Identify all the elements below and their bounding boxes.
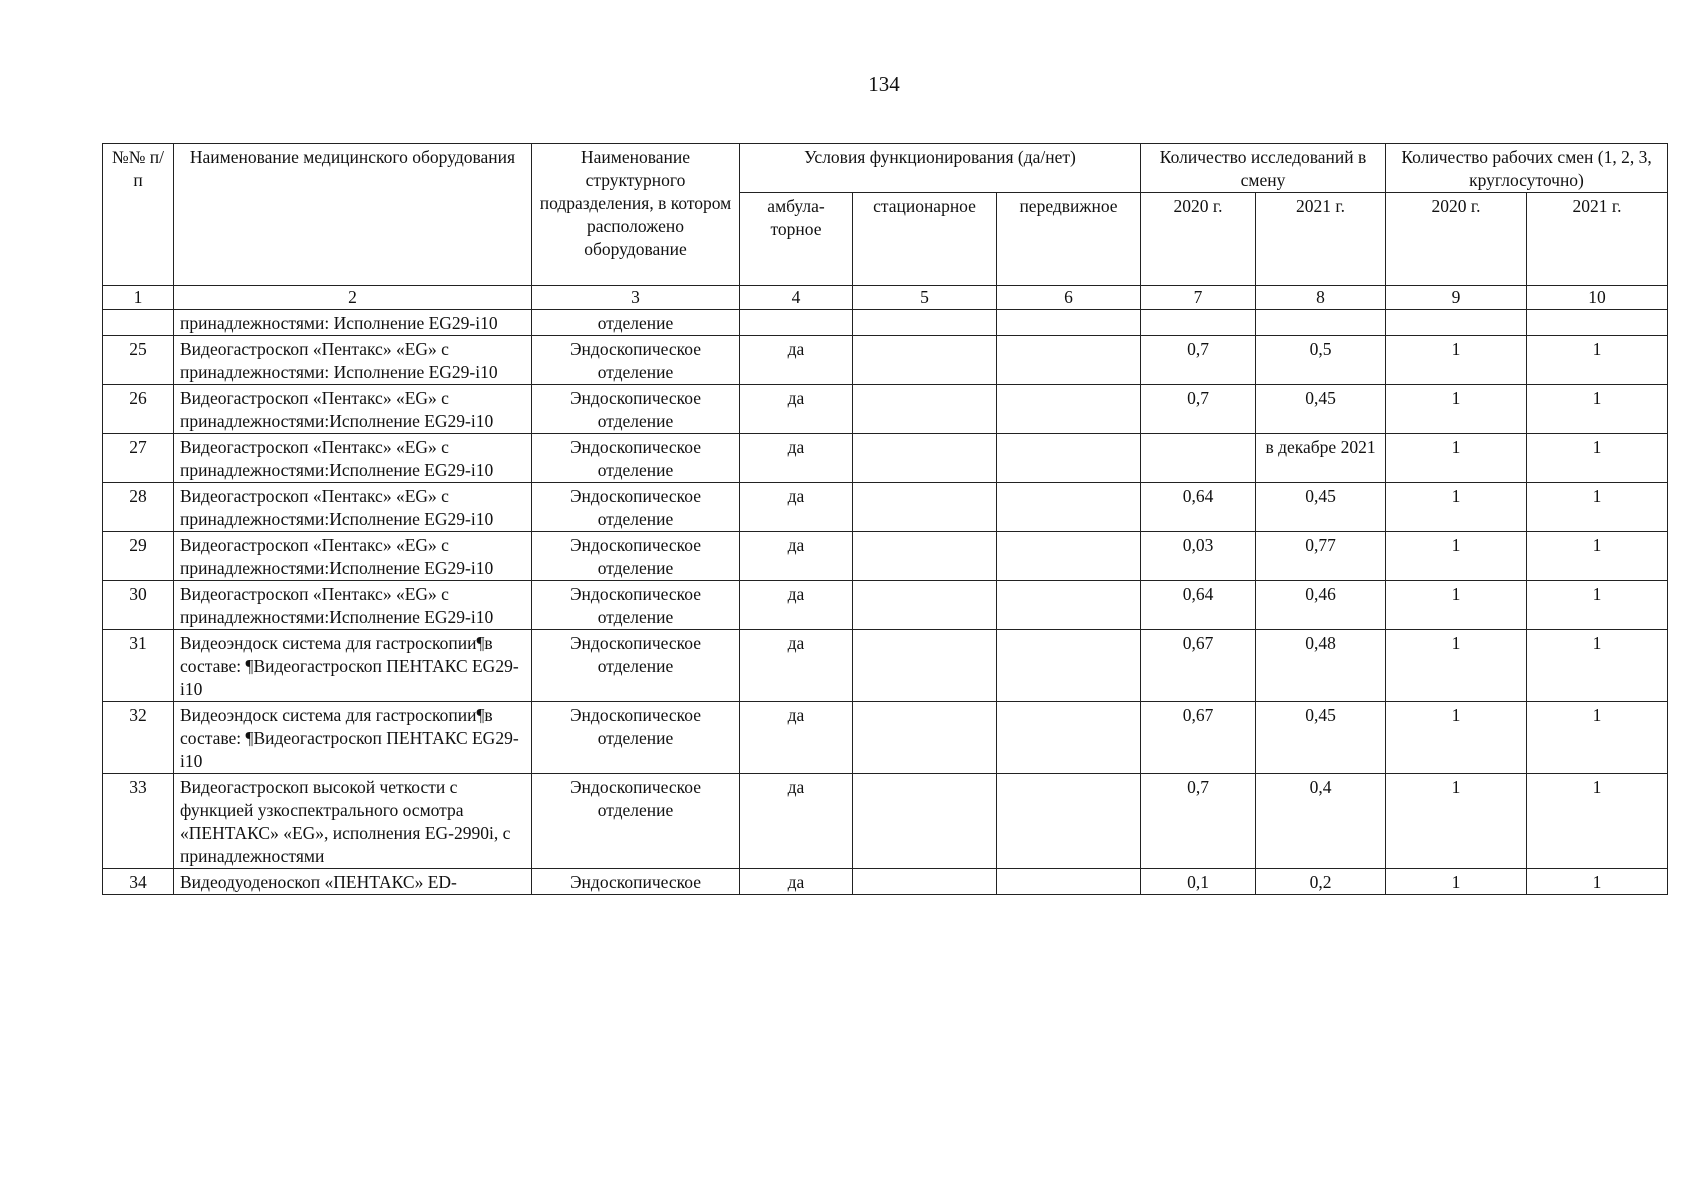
inpatient-cell	[853, 869, 997, 895]
column-number: 9	[1386, 286, 1527, 310]
table-row	[103, 483, 1668, 532]
shifts-2020-cell: 1	[1386, 483, 1527, 532]
inpatient-cell	[853, 434, 997, 483]
mobile-cell	[997, 310, 1141, 336]
row-number-cell: 27	[103, 434, 174, 483]
table-row	[103, 702, 1668, 774]
table-row	[103, 532, 1668, 581]
studies-2020-cell: 0,67	[1141, 630, 1256, 702]
department-cell: Эндоскопическое отделение	[532, 581, 740, 630]
shifts-2020-cell: 1	[1386, 702, 1527, 774]
column-number: 5	[853, 286, 997, 310]
shifts-2021-cell: 1	[1527, 702, 1668, 774]
row-number-cell: 26	[103, 385, 174, 434]
header-studies-2020: 2020 г.	[1141, 193, 1256, 286]
table-row	[103, 385, 1668, 434]
equipment-name-cell: Видеогастроскоп «Пентакс» «EG» с принадлежностями:Исполнение EG29-i10	[174, 434, 532, 483]
table-row	[103, 630, 1668, 702]
column-number: 3	[532, 286, 740, 310]
mobile-cell	[997, 774, 1141, 869]
studies-2020-cell: 0,64	[1141, 483, 1256, 532]
inpatient-cell	[853, 483, 997, 532]
outpatient-cell: да	[740, 532, 853, 581]
shifts-2020-cell: 1	[1386, 336, 1527, 385]
studies-2021-cell: 0,4	[1256, 774, 1386, 869]
inpatient-cell	[853, 581, 997, 630]
page-number: 134	[868, 72, 900, 96]
shifts-2020-cell: 1	[1386, 630, 1527, 702]
table-row	[103, 869, 1668, 895]
column-number: 2	[174, 286, 532, 310]
column-number: 7	[1141, 286, 1256, 310]
shifts-2021-cell: 1	[1527, 630, 1668, 702]
shifts-2020-cell: 1	[1386, 532, 1527, 581]
inpatient-cell	[853, 310, 997, 336]
equipment-name-cell: Видеогастроскоп высокой четкости с функцией узкоспектрального осмотра «ПЕНТАКС» «EG», исполнения EG-2990i, с принадлежностями	[174, 774, 532, 869]
studies-2020-cell	[1141, 434, 1256, 483]
department-cell: Эндоскопическое отделение	[532, 336, 740, 385]
row-number-cell	[103, 310, 174, 336]
equipment-name-cell: Видеодуоденоскоп «ПЕНТАКС» ED-	[174, 869, 532, 895]
header-studies: Количество исследований в смену	[1141, 144, 1386, 193]
studies-2020-cell: 0,7	[1141, 774, 1256, 869]
shifts-2020-cell: 1	[1386, 385, 1527, 434]
department-cell: отделение	[532, 310, 740, 336]
row-number-cell: 30	[103, 581, 174, 630]
row-number-cell: 33	[103, 774, 174, 869]
inpatient-cell	[853, 336, 997, 385]
table-row	[103, 310, 1668, 336]
shifts-2020-cell: 1	[1386, 869, 1527, 895]
mobile-cell	[997, 869, 1141, 895]
inpatient-cell	[853, 630, 997, 702]
shifts-2020-cell: 1	[1386, 434, 1527, 483]
studies-2021-cell: 0,45	[1256, 385, 1386, 434]
studies-2020-cell: 0,1	[1141, 869, 1256, 895]
studies-2020-cell: 0,7	[1141, 336, 1256, 385]
studies-2021-cell: 0,45	[1256, 702, 1386, 774]
department-cell: Эндоскопическое отделение	[532, 774, 740, 869]
equipment-name-cell: Видеогастроскоп «Пентакс» «EG» с принадлежностями: Исполнение EG29-i10	[174, 336, 532, 385]
column-number: 4	[740, 286, 853, 310]
studies-2020-cell	[1141, 310, 1256, 336]
shifts-2021-cell: 1	[1527, 336, 1668, 385]
equipment-name-cell: принадлежностями: Исполнение EG29-i10	[174, 310, 532, 336]
equipment-name-cell: Видеоэндоск система для гастроскопии¶в составе: ¶Видеогастроскоп ПЕНТАКС EG29-i10	[174, 630, 532, 702]
outpatient-cell: да	[740, 336, 853, 385]
row-number-cell: 28	[103, 483, 174, 532]
header-department: Наименование структурного подразделения, в котором расположено оборудование	[532, 144, 740, 286]
table-body	[103, 310, 1668, 895]
outpatient-cell: да	[740, 774, 853, 869]
shifts-2021-cell: 1	[1527, 581, 1668, 630]
department-cell: Эндоскопическое отделение	[532, 630, 740, 702]
header-shifts: Количество рабочих смен (1, 2, 3, круглосуточно)	[1386, 144, 1668, 193]
studies-2020-cell: 0,67	[1141, 702, 1256, 774]
mobile-cell	[997, 434, 1141, 483]
header-outpatient: амбула-торное	[740, 193, 853, 286]
equipment-name-cell: Видеогастроскоп «Пентакс» «EG» с принадлежностями:Исполнение EG29-i10	[174, 385, 532, 434]
outpatient-cell: да	[740, 385, 853, 434]
row-number-cell: 29	[103, 532, 174, 581]
shifts-2021-cell: 1	[1527, 869, 1668, 895]
equipment-name-cell: Видеоэндоск система для гастроскопии¶в составе: ¶Видеогастроскоп ПЕНТАКС EG29-i10	[174, 702, 532, 774]
department-cell: Эндоскопическое	[532, 869, 740, 895]
inpatient-cell	[853, 702, 997, 774]
inpatient-cell	[853, 385, 997, 434]
inpatient-cell	[853, 532, 997, 581]
header-studies-2021: 2021 г.	[1256, 193, 1386, 286]
row-number-cell: 32	[103, 702, 174, 774]
shifts-2020-cell: 1	[1386, 774, 1527, 869]
table-row	[103, 581, 1668, 630]
mobile-cell	[997, 581, 1141, 630]
outpatient-cell: да	[740, 581, 853, 630]
outpatient-cell: да	[740, 434, 853, 483]
column-number: 1	[103, 286, 174, 310]
studies-2021-cell: 0,45	[1256, 483, 1386, 532]
table-row	[103, 336, 1668, 385]
studies-2021-cell: 0,5	[1256, 336, 1386, 385]
table-row	[103, 434, 1668, 483]
header-number: №№ п/п	[103, 144, 174, 286]
studies-2021-cell: 0,77	[1256, 532, 1386, 581]
mobile-cell	[997, 702, 1141, 774]
shifts-2021-cell: 1	[1527, 385, 1668, 434]
outpatient-cell: да	[740, 630, 853, 702]
equipment-table	[102, 143, 1668, 895]
studies-2020-cell: 0,03	[1141, 532, 1256, 581]
row-number-cell: 31	[103, 630, 174, 702]
column-number: 10	[1527, 286, 1668, 310]
studies-2021-cell: 0,48	[1256, 630, 1386, 702]
shifts-2020-cell: 1	[1386, 581, 1527, 630]
mobile-cell	[997, 532, 1141, 581]
inpatient-cell	[853, 774, 997, 869]
mobile-cell	[997, 385, 1141, 434]
shifts-2021-cell: 1	[1527, 434, 1668, 483]
department-cell: Эндоскопическое отделение	[532, 385, 740, 434]
studies-2021-cell: в декабре 2021	[1256, 434, 1386, 483]
outpatient-cell: да	[740, 483, 853, 532]
row-number-cell: 25	[103, 336, 174, 385]
equipment-name-cell: Видеогастроскоп «Пентакс» «EG» с принадлежностями:Исполнение EG29-i10	[174, 581, 532, 630]
header-shifts-2020: 2020 г.	[1386, 193, 1527, 286]
mobile-cell	[997, 630, 1141, 702]
department-cell: Эндоскопическое отделение	[532, 483, 740, 532]
table-row	[103, 774, 1668, 869]
shifts-2020-cell	[1386, 310, 1527, 336]
department-cell: Эндоскопическое отделение	[532, 532, 740, 581]
department-cell: Эндоскопическое отделение	[532, 702, 740, 774]
outpatient-cell: да	[740, 869, 853, 895]
studies-2020-cell: 0,64	[1141, 581, 1256, 630]
header-inpatient: стационарное	[853, 193, 997, 286]
equipment-name-cell: Видеогастроскоп «Пентакс» «EG» с принадлежностями:Исполнение EG29-i10	[174, 532, 532, 581]
shifts-2021-cell: 1	[1527, 483, 1668, 532]
mobile-cell	[997, 336, 1141, 385]
outpatient-cell: да	[740, 702, 853, 774]
studies-2021-cell: 0,46	[1256, 581, 1386, 630]
department-cell: Эндоскопическое отделение	[532, 434, 740, 483]
header-conditions: Условия функционирования (да/нет)	[740, 144, 1141, 193]
shifts-2021-cell: 1	[1527, 774, 1668, 869]
shifts-2021-cell: 1	[1527, 532, 1668, 581]
column-number: 6	[997, 286, 1141, 310]
outpatient-cell	[740, 310, 853, 336]
studies-2021-cell	[1256, 310, 1386, 336]
header-shifts-2021: 2021 г.	[1527, 193, 1668, 286]
header-equipment-name: Наименование медицинского оборудования	[174, 144, 532, 286]
header-mobile: передвижное	[997, 193, 1141, 286]
studies-2020-cell: 0,7	[1141, 385, 1256, 434]
studies-2021-cell: 0,2	[1256, 869, 1386, 895]
column-number: 8	[1256, 286, 1386, 310]
mobile-cell	[997, 483, 1141, 532]
row-number-cell: 34	[103, 869, 174, 895]
equipment-name-cell: Видеогастроскоп «Пентакс» «EG» с принадлежностями:Исполнение EG29-i10	[174, 483, 532, 532]
shifts-2021-cell	[1527, 310, 1668, 336]
